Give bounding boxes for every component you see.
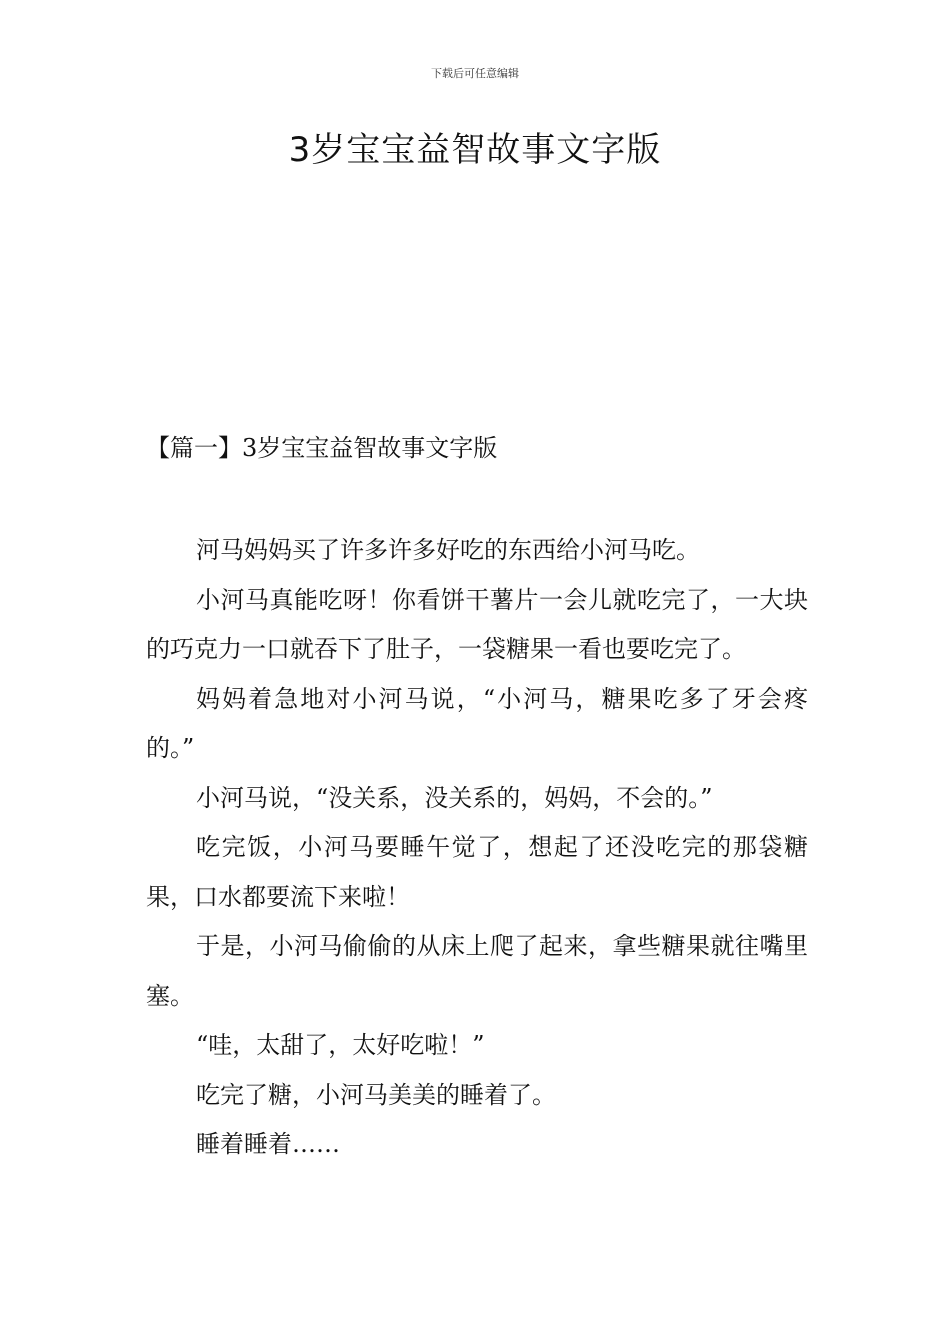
story-paragraph: “哇，太甜了，太好吃啦！” bbox=[196, 1031, 485, 1059]
story-paragraph: 吃完饭，小河马要睡午觉了，想起了还没吃完的那袋糖果，口水都要流下来啦！ bbox=[146, 833, 808, 911]
story-paragraph: 睡着睡着…… bbox=[196, 1130, 340, 1158]
story-paragraph: 小河马说，“没关系，没关系的，妈妈，不会的。” bbox=[196, 783, 713, 812]
document-title: 3岁宝宝益智故事文字版 bbox=[288, 130, 662, 170]
story-paragraph: 吃完了糖，小河马美美的睡着了。 bbox=[196, 1080, 556, 1109]
story-paragraph: 妈妈着急地对小河马说，“小河马，糖果吃多了牙会疼的。” bbox=[146, 684, 808, 762]
story-paragraph: 小河马真能吃呀！你看饼干薯片一会儿就吃完了，一大块的巧克力一口就吞下了肚子，一袋糖果一看也要吃完了。 bbox=[146, 585, 808, 663]
story-paragraph: 河马妈妈买了许多许多好吃的东西给小河马吃。 bbox=[196, 536, 700, 564]
section-heading: 【篇一】3岁宝宝益智故事文字版 bbox=[146, 434, 498, 462]
header-note: 下载后可任意编辑 bbox=[431, 67, 519, 80]
story-paragraph: 于是，小河马偷偷的从床上爬了起来，拿些糖果就往嘴里塞。 bbox=[146, 932, 808, 1010]
story-body bbox=[146, 526, 808, 1170]
